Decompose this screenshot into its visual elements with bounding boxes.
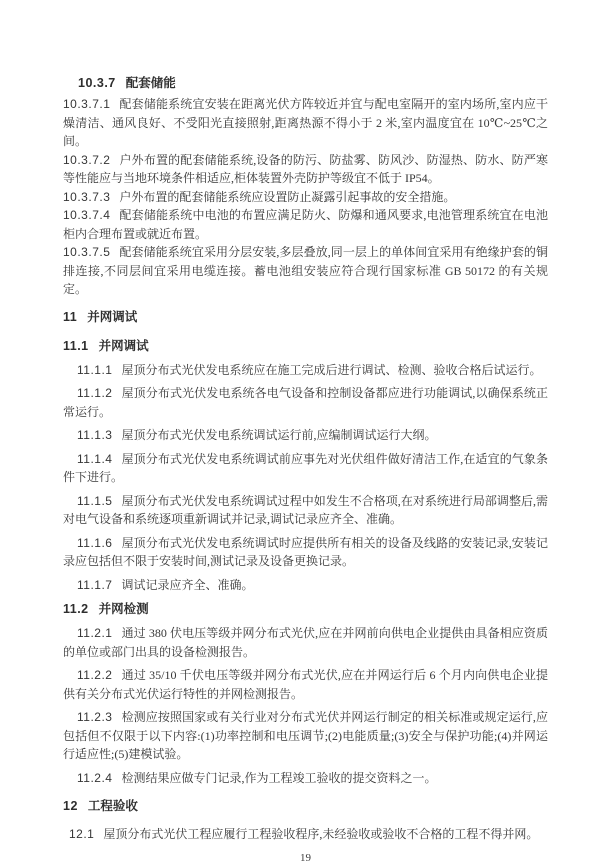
- clause-11-1-1: [63, 361, 548, 380]
- page-number: 19: [300, 851, 311, 864]
- heading-chapter-12: [63, 797, 548, 816]
- clause-10-3-7-1: [63, 95, 548, 151]
- clause-11-2-1: [63, 624, 548, 661]
- clause-11-1-6: [63, 534, 548, 571]
- clause-11-1-3: [63, 426, 548, 445]
- clause-text: 通过 35/10 千伏电压等级并网分布式光伏,应在并网运行后 6 个月内向供电企业提供有关分布式光伏运行特性的并网检测报告。: [63, 668, 548, 701]
- heading-11-1: [63, 337, 548, 356]
- clause-11-2-3: [63, 708, 548, 764]
- clause-text: 户外布置的配套储能系统,设备的防污、防盐雾、防风沙、防湿热、防水、防严寒等性能应与当地环境条件相适应,柜体装置外壳防护等级宜不低于 IP54。: [63, 152, 548, 185]
- clause-number: 11.1.5: [77, 493, 113, 508]
- clause-11-1-2: [63, 384, 548, 421]
- clause-12-1: [63, 825, 548, 844]
- heading-number: 12: [63, 799, 78, 813]
- clause-number: 11.2.4: [77, 770, 113, 785]
- clause-text: 屋顶分布式光伏工程应履行工程验收程序,未经验收或验收不合格的工程不得并网。: [103, 827, 539, 841]
- clause-11-1-4: [63, 450, 548, 487]
- heading-chapter-11: [63, 308, 548, 327]
- heading-number: 10.3.7: [78, 76, 116, 90]
- clause-number: 10.3.7.5: [63, 245, 111, 259]
- clause-text: 调试记录应齐全、准确。: [121, 577, 254, 592]
- heading-number: 11: [63, 309, 78, 324]
- clause-number: 11.1.4: [77, 451, 113, 466]
- clause-text: 配套储能系统宜采用分层安装,多层叠放,同一层上的单体间宜采用有绝缘护套的铜排连接,不同层间宜采用电缆连接。蓄电池组安装应符合现行国家标准 GB 50172 的有关规定。: [63, 245, 548, 296]
- clause-number: 11.1.3: [77, 428, 113, 442]
- heading-11-2: [63, 600, 548, 619]
- clause-11-1-7: [63, 576, 548, 595]
- heading-10-3-7: [78, 74, 548, 93]
- clause-10-3-7-4: [63, 206, 548, 243]
- heading-number: 11.2: [63, 602, 89, 616]
- heading-title: 工程验收: [87, 799, 138, 813]
- clause-number: 11.1.1: [77, 362, 113, 377]
- clause-text: 屋顶分布式光伏发电系统调试前应事先对光伏组件做好清洁工作,在适宜的气象条件下进行。: [63, 451, 548, 484]
- clause-11-1-5: [63, 492, 548, 529]
- clause-11-2-4: [63, 769, 548, 788]
- clause-11-2-2: [63, 666, 548, 703]
- clause-10-3-7-5: [63, 243, 548, 299]
- clause-number: 10.3.7.1: [63, 97, 111, 111]
- clause-text: 检测结果应做专门记录,作为工程竣工验收的提交资料之一。: [121, 770, 437, 785]
- clause-text: 配套储能系统中电池的布置应满足防火、防爆和通风要求,电池管理系统宜在电池柜内合理布置或就近布置。: [63, 208, 548, 241]
- heading-title: 并网检测: [98, 602, 149, 616]
- clause-text: 屋顶分布式光伏发电系统应在施工完成后进行调试、检测、验收合格后试运行。: [121, 362, 542, 377]
- clause-text: 屋顶分布式光伏发电系统调试过程中如发生不合格项,在对系统进行局部调整后,需对电气设备和系统逐项重新调试并记录,调试记录应齐全、准确。: [63, 493, 548, 526]
- clause-text: 屋顶分布式光伏发电系统调试运行前,应编制调试运行大纲。: [121, 428, 437, 442]
- clause-number: 10.3.7.3: [63, 189, 111, 204]
- heading-title: 并网调试: [87, 309, 138, 324]
- clause-text: 检测应按照国家或有关行业对分布式光伏并网运行制定的相关标准或规定运行,应包括但不仅限于以下内容:(1)功率控制和电压调节;(2)电能质量;(3)安全与保护功能;(4)并网运行适应性;(5)建模试验。: [63, 710, 548, 761]
- heading-number: 11.1: [63, 338, 89, 353]
- clause-number: 10.3.7.2: [63, 152, 111, 167]
- clause-number: 12.1: [69, 827, 95, 841]
- clause-text: 屋顶分布式光伏发电系统调试时应提供所有相关的设备及线路的安装记录,安装记录应包括但不限于安装时间,测试记录及设备更换记录。: [63, 535, 548, 568]
- clause-10-3-7-2: [63, 151, 548, 188]
- clause-text: 户外布置的配套储能系统应设置防止凝露引起事故的安全措施。: [119, 189, 456, 204]
- clause-text: 通过 380 伏电压等级并网分布式光伏,应在并网前向供电企业提供由具备相应资质的单位或部门出具的设备检测报告。: [63, 626, 548, 659]
- heading-title: 配套储能: [125, 76, 176, 90]
- clause-number: 11.1.6: [77, 535, 113, 550]
- clause-text: 配套储能系统宜安装在距离光伏方阵较近并宜与配电室隔开的室内场所,室内应干燥清洁、通风良好、不受阳光直接照射,距离热源不得小于 2 米,室内温度宜在 10℃~25℃之间。: [63, 97, 548, 148]
- clause-number: 10.3.7.4: [63, 208, 111, 222]
- clause-text: 屋顶分布式光伏发电系统各电气设备和控制设备都应进行功能调试,以确保系统正常运行。: [63, 386, 548, 419]
- heading-title: 并网调试: [98, 338, 149, 353]
- clause-number: 11.1.2: [77, 386, 113, 400]
- clause-number: 11.2.1: [77, 626, 113, 640]
- clause-number: 11.2.2: [77, 668, 113, 682]
- clause-number: 11.1.7: [77, 577, 113, 592]
- clause-number: 11.2.3: [77, 710, 113, 724]
- clause-10-3-7-3: [63, 188, 548, 207]
